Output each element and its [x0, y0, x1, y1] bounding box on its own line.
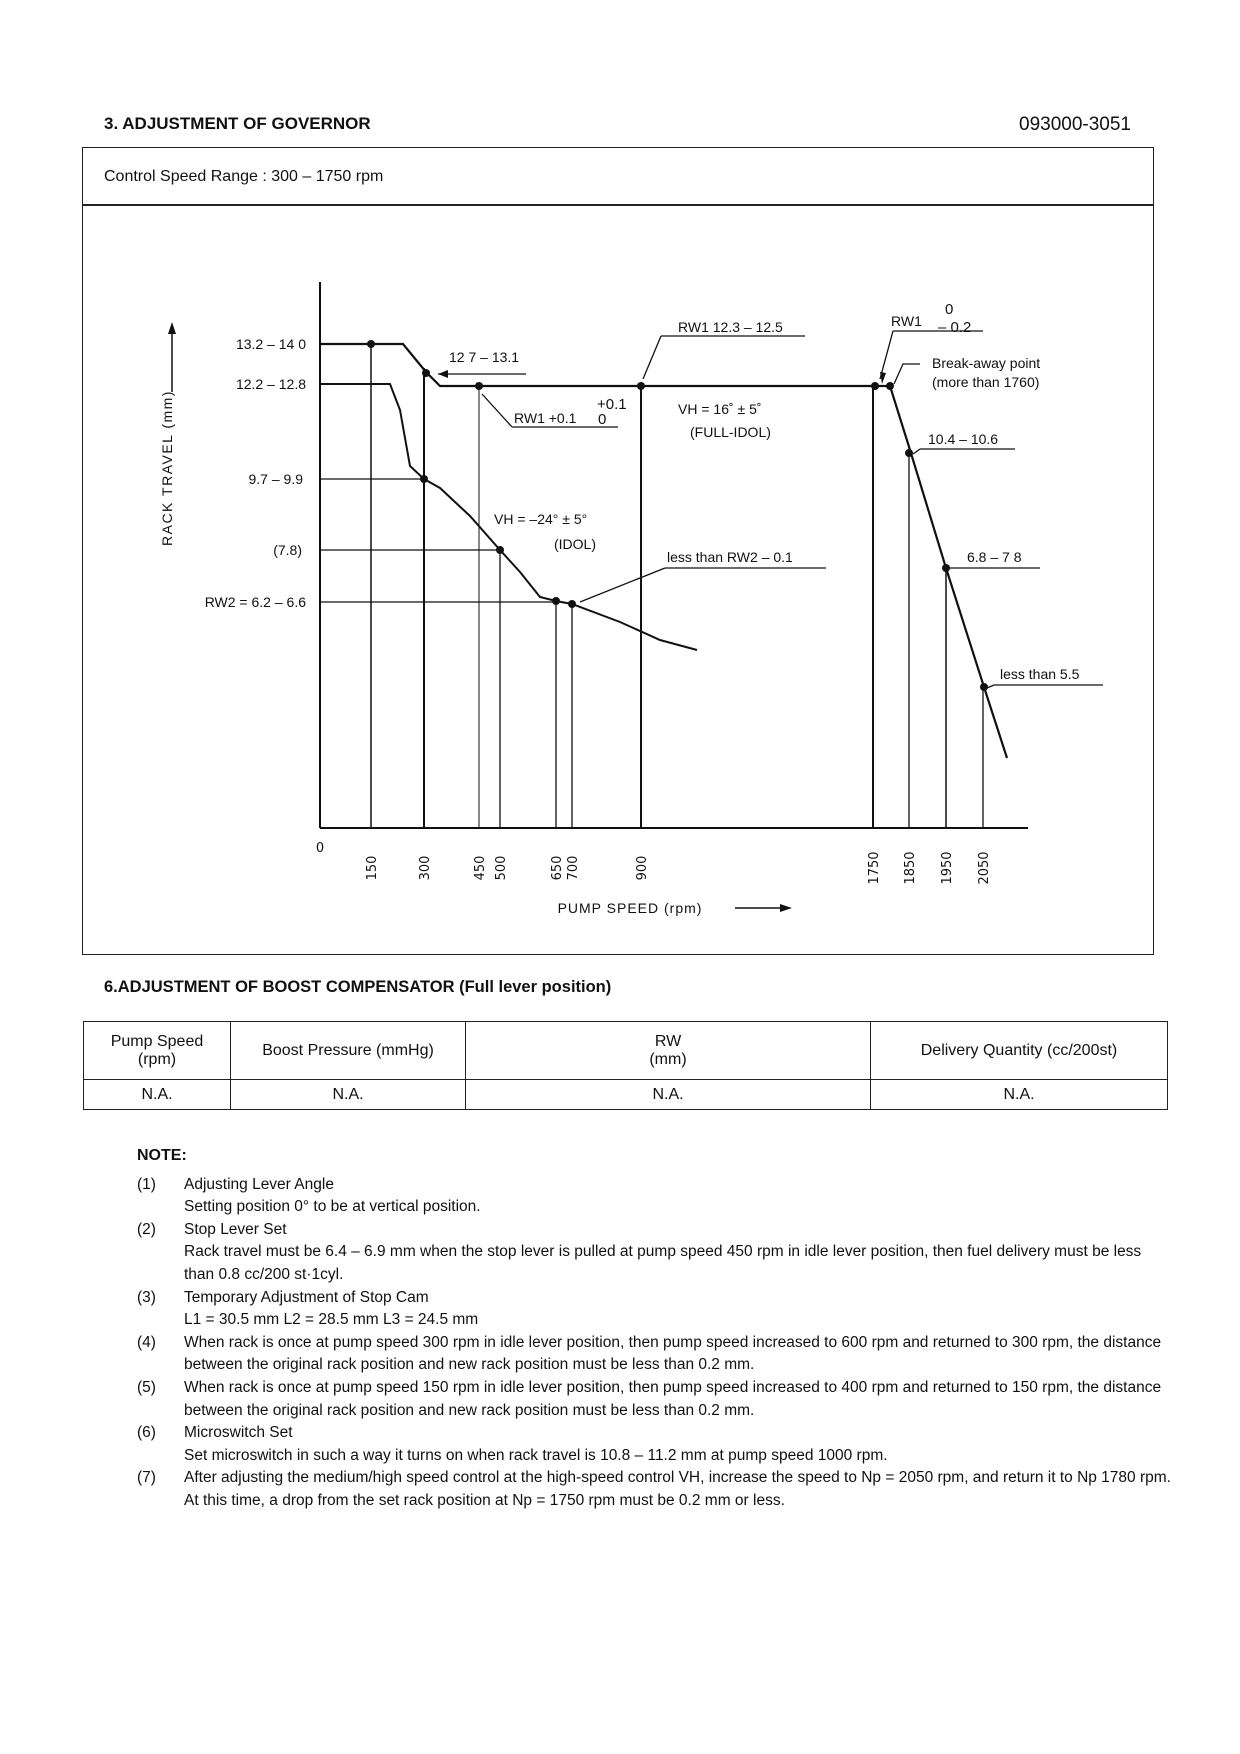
- note-item: [137, 1287, 1172, 1332]
- cell-rw: N.A.: [466, 1080, 871, 1110]
- x-tick-500: 500: [494, 855, 509, 881]
- header-rw: RW (mm): [466, 1022, 871, 1080]
- leader-a3-diag: [880, 331, 893, 379]
- annotation-rw1-tol-sub: – 0.2: [938, 319, 972, 336]
- notes-title: NOTE:: [137, 1147, 187, 1164]
- note-number: (7): [137, 1469, 156, 1487]
- x-tick-650: 650: [550, 855, 565, 881]
- leader-a12-diag: [580, 568, 665, 602]
- cell-delivery-quantity: N.A.: [871, 1080, 1168, 1110]
- y-tick-9-7: 9.7 – 9.9: [248, 471, 303, 487]
- x-tick-0: 0: [315, 841, 325, 856]
- note-heading: Stop Lever Set: [184, 1220, 287, 1238]
- boost-table-header-row: [84, 1022, 1168, 1080]
- header-delivery-quantity: Delivery Quantity (cc/200st): [871, 1022, 1168, 1080]
- ylabel-arrow-head: [168, 322, 176, 334]
- x-tick-2050: 2050: [977, 851, 992, 885]
- x-tick-1750: 1750: [867, 851, 882, 885]
- point-650-idle: [552, 597, 560, 605]
- y-tick-7-8: (7.8): [273, 542, 302, 558]
- annotation-breakaway-value: (more than 1760): [932, 374, 1040, 390]
- point-300-full: [422, 369, 430, 377]
- note-number: (2): [137, 1220, 156, 1238]
- boost-section-title: 6.ADJUSTMENT OF BOOST COMPENSATOR (Full lever position): [104, 978, 612, 996]
- annotation-vh-idol: VH = –24° ± 5°: [494, 511, 588, 527]
- leader-a14-diag: [987, 685, 994, 688]
- point-1750-full: [871, 382, 879, 390]
- point-500-idle: [496, 546, 504, 554]
- x-tick-1850: 1850: [903, 851, 918, 885]
- point-450-full: [475, 382, 483, 390]
- document-number: 093000-3051: [1019, 114, 1131, 135]
- header-pump-speed: Pump Speed (rpm): [84, 1022, 231, 1080]
- x-tick-300: 300: [418, 855, 433, 881]
- header-boost-pressure: Boost Pressure (mmHg): [231, 1022, 466, 1080]
- leader-a4: [894, 364, 920, 384]
- note-heading: Microswitch Set: [184, 1424, 293, 1442]
- note-text: After adjusting the medium/high speed control at the high-speed control VH, increase the speed to Np = 2050 rpm, and return it to Np 1780 rpm. At this time, a drop from the set rack position at Np = 1750 rpm must be 0.2 mm or less.: [184, 1469, 1171, 1509]
- note-text: Rack travel must be 6.4 – 6.9 mm when the stop lever is pulled at pump speed 450 rpm in idle lever position, then fuel delivery must be less than 0.8 cc/200 st·1cyl.: [184, 1243, 1142, 1283]
- note-text: Set microswitch in such a way it turns on when rack travel is 10.8 – 11.2 mm at pump speed 1000 rpm.: [184, 1446, 888, 1464]
- x-tick-900: 900: [635, 855, 650, 881]
- note-item: [137, 1219, 1172, 1287]
- annotation-rw1-plus-sup: +0.1: [597, 396, 627, 413]
- y-tick-rw2: RW2 = 6.2 – 6.6: [204, 594, 306, 610]
- xlabel-arrow-head: [780, 904, 792, 912]
- note-number: (1): [137, 1175, 156, 1193]
- annotation-full-idol: (FULL-IDOL): [690, 424, 771, 440]
- x-axis-label: PUMP SPEED (rpm): [557, 900, 703, 916]
- annotation-rw1-plus-sub: 0: [598, 411, 607, 428]
- note-item: [137, 1467, 1172, 1512]
- section-title: 3. ADJUSTMENT OF GOVERNOR: [104, 114, 371, 133]
- note-item: [137, 1422, 1172, 1467]
- point-700-idle: [568, 600, 576, 608]
- annotation-rw1-plus: RW1 +0.1: [514, 410, 577, 426]
- note-text: L1 = 30.5 mm L2 = 28.5 mm L3 = 24.5 mm: [184, 1311, 479, 1329]
- point-300-idle: [420, 475, 428, 483]
- note-item: [137, 1377, 1172, 1422]
- cell-pump-speed: N.A.: [84, 1080, 231, 1110]
- point-1950-full: [942, 564, 950, 572]
- point-1850-full: [905, 449, 913, 457]
- annotation-rw1-tol-base: RW1: [891, 313, 922, 329]
- table-row: [84, 1080, 1168, 1110]
- note-number: (4): [137, 1333, 156, 1351]
- x-tick-700: 700: [566, 855, 581, 881]
- point-150-full: [367, 340, 375, 348]
- note-text: When rack is once at pump speed 150 rpm in idle lever position, then pump speed increased to 400 rpm and returned to 150 rpm, the distance between the original rack position and new rack position must be less than 0.2 mm.: [184, 1378, 1162, 1419]
- control-speed-range: Control Speed Range : 300 – 1750 rpm: [104, 168, 384, 185]
- annotation-6-8: 6.8 – 7 8: [967, 549, 1022, 565]
- annotation-12-7: 12 7 – 13.1: [449, 349, 520, 365]
- point-2050-full: [980, 683, 988, 691]
- note-text: Setting position 0° to be at vertical position.: [184, 1198, 481, 1216]
- note-number: (6): [137, 1424, 156, 1442]
- x-tick-1950: 1950: [940, 851, 955, 885]
- x-tick-450: 450: [473, 855, 488, 881]
- annotation-rw1-tol-sup: 0: [945, 301, 954, 318]
- leader-a2-diag: [643, 336, 661, 379]
- annotation-vh-full: VH = 16˚ ± 5˚: [678, 401, 762, 417]
- annotation-10-4: 10.4 – 10.6: [928, 431, 999, 447]
- notes-section: [137, 1145, 1172, 1513]
- point-1800-full: [886, 382, 894, 390]
- note-text: When rack is once at pump speed 300 rpm in idle lever position, then pump speed increased to 600 rpm and returned to 300 rpm, the distance between the original rack position and new rack position must be less than 0.2 mm.: [184, 1333, 1162, 1374]
- annotation-idol: (IDOL): [554, 536, 596, 552]
- note-heading: Adjusting Lever Angle: [184, 1175, 334, 1193]
- cell-boost-pressure: N.A.: [231, 1080, 466, 1110]
- annotation-less-than-5-5: less than 5.5: [1000, 666, 1080, 682]
- annotation-breakaway: Break-away point: [932, 355, 1041, 371]
- note-item: [137, 1174, 1172, 1219]
- leader-a6-diag: [482, 394, 512, 427]
- note-number: (5): [137, 1378, 156, 1396]
- boost-compensator-table: [83, 1021, 1168, 1110]
- y-axis-label: RACK TRAVEL (mm): [159, 390, 175, 546]
- leader-a9-diag: [913, 449, 920, 454]
- note-number: (3): [137, 1288, 156, 1306]
- note-heading: Temporary Adjustment of Stop Cam: [184, 1288, 429, 1306]
- annotation-less-than-rw2: less than RW2 – 0.1: [667, 549, 793, 565]
- x-tick-150: 150: [365, 855, 380, 881]
- leader-a1-arrow: [438, 370, 448, 378]
- point-900-full: [637, 382, 645, 390]
- y-tick-12-2: 12.2 – 12.8: [235, 376, 306, 392]
- note-item: [137, 1332, 1172, 1377]
- annotation-rw1-range: RW1 12.3 – 12.5: [678, 319, 783, 335]
- y-tick-13-2: 13.2 – 14 0: [235, 336, 306, 352]
